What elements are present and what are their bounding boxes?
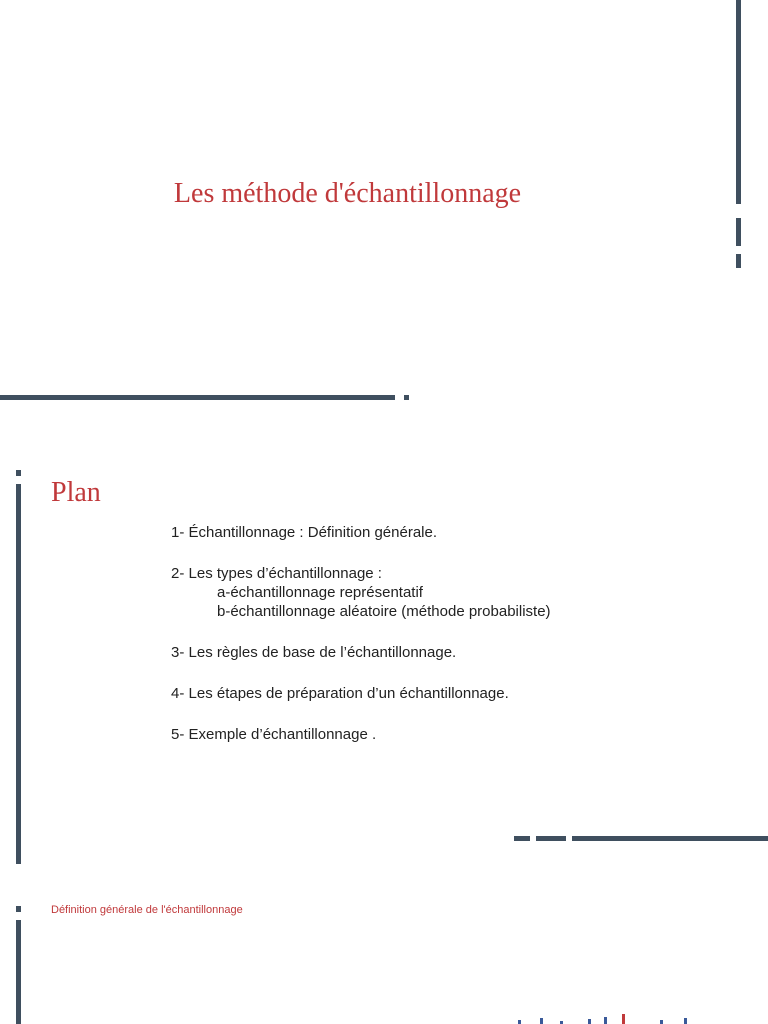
decor-bar-right-short [736, 254, 741, 268]
slide-definition [0, 870, 768, 1024]
decor-bar-right-long [736, 0, 741, 204]
decor-bar-dash-2 [536, 836, 566, 841]
figure-mark [622, 1014, 625, 1024]
decor-bar-dash-long [572, 836, 768, 841]
decor-bar-left-dot [16, 906, 21, 912]
plan-item: 4- Les étapes de préparation d’un échantillonnage. [171, 685, 509, 702]
figure-mark [540, 1018, 543, 1024]
decor-bar-dash-1 [514, 836, 530, 841]
decor-bar-bottom-long [0, 395, 395, 400]
decor-bar-left-long [16, 920, 21, 1024]
decor-bar-left-long [16, 484, 21, 864]
slide-plan [0, 420, 768, 870]
slide-title [0, 0, 768, 420]
plan-list [171, 524, 551, 767]
plan-subitems [171, 583, 551, 621]
plan-item: 5- Exemple d’échantillonnage . [171, 726, 377, 743]
plan-item: 1- Échantillonnage : Définition générale. [171, 524, 438, 541]
definition-title: Définition générale de l'échantillonnage [51, 904, 243, 916]
figure-mark [604, 1017, 607, 1024]
slide-title-text: Les méthode d'échantillonnage [173, 178, 522, 209]
plan-item: 2- Les types d’échantillonnage : [171, 565, 382, 582]
plan-subitem: a-échantillonnage représentatif [217, 584, 423, 601]
figure-mark [518, 1020, 521, 1024]
figure-mark [684, 1018, 687, 1024]
figure-mark [588, 1019, 591, 1024]
plan-item: 3- Les règles de base de l’échantillonnage. [171, 644, 457, 661]
figure-mark [660, 1020, 663, 1024]
plan-subitem: b-échantillonnage aléatoire (méthode probabiliste) [217, 603, 551, 620]
decor-bar-right-mid [736, 218, 741, 246]
decor-bar-bottom-dot [404, 395, 409, 400]
plan-title: Plan [51, 477, 101, 508]
decor-bar-left-dot [16, 470, 21, 476]
